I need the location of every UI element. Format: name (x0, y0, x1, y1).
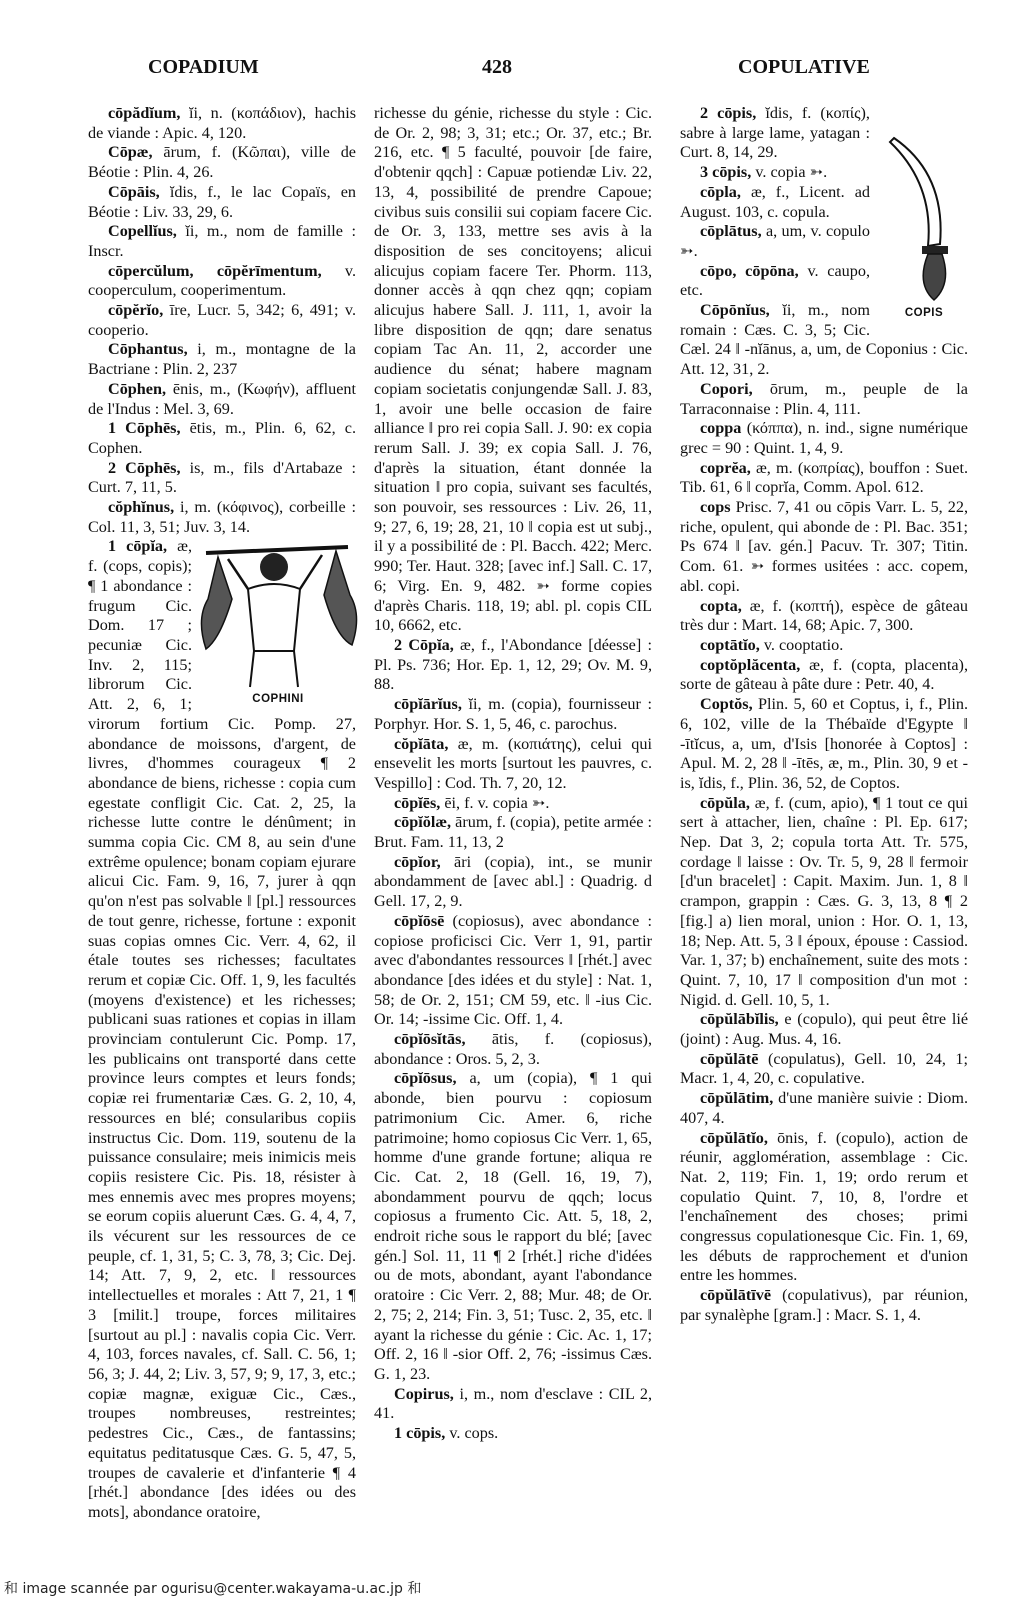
dictionary-entry (374, 636, 652, 695)
dictionary-entry (680, 1050, 968, 1089)
headword: cōpĭārĭus, (394, 695, 462, 714)
definition: v. cooptatio. (759, 635, 844, 654)
headword: 2 Cōphēs, (108, 458, 181, 477)
headword: 1 Cōphēs, (108, 419, 181, 438)
headword: cōpŭla, (700, 793, 750, 812)
dictionary-entry (88, 183, 356, 222)
dictionary-entry (374, 1385, 652, 1424)
headword: cŏpĭāta, (394, 734, 449, 753)
headword: cōpĕrĭo, (108, 301, 164, 320)
headword: Copori, (700, 379, 753, 398)
definition: ĭdis, f., le lac Copaïs, en Béotie : Liv. 33, 29, 6. (88, 182, 356, 221)
headword: cōpĭōsē (394, 911, 445, 930)
page-header (0, 56, 1024, 86)
definition: ōnis, f. (copulo), action de réunir, agglomération, assemblage : Cic. Nat. 2, 119; Fin. 1, 19; ordo rerum et copulatio Quint. 7, 10, 8, l'ordre et l'enchaînement des choses; primi congressus copulationesque Cic. Fin. 1, 69, les débuts de rapprochement et d'union entre les hommes. (680, 1128, 968, 1285)
dictionary-entry (88, 262, 356, 301)
headword: cōpla, (700, 182, 741, 201)
definition: īre, Lucr. 5, 342; 6, 491; v. cooperio. (88, 301, 356, 339)
definition: d'une manière suivie : Diom. 407, 4. (680, 1089, 968, 1127)
definition: æ, f. (cum, apio), ¶ 1 tout ce qui sert à attacher, lien, chaîne : Pl. Ep. 617; Nep. Dat 3, 2; copula torta Att. Tr. 575, cordage ‖ laisse : Ov. Tr. 5, 9, 28 ‖ fermoir [d'un bracelet] : Capit. Maxim. Jun. 1, 8 ‖ crampon, grappin : Cæs. G. 3, 13, 8 ¶ 2 [fig.] a) lien moral, union : Hor. O. 1, 13, 18; Nep. Att. 5, 3 ‖ époux, épouse : Cassiod. Var. 1, 37; b) enchaînement, suite des mots : Quint. 7, 10, 17 ‖ composition d'un mot : Nigid. d. Gell. 10, 5, 1. (680, 793, 968, 1009)
headword: cops (700, 498, 731, 517)
copis-illustration (876, 134, 972, 324)
definition: (copiosus), avec abondance : copiose proficisci Cic. Verr 1, 91, partir avec d'abondantes ressources ‖ [rhét.] avec abondance [des idées et du style] : Nat. 1, 58; de Or. 2, 151; CM 59, etc. ‖ -ius Cic. Or. 14; -issime Cic. Off. 1, 4. (374, 911, 652, 1029)
definition: ēnis, m., (Κωφήν), affluent de l'Indus : Mel. 3, 69. (88, 379, 356, 418)
definition: ārum, f. (Κῶπαι), ville de Béotie : Plin. 4, 26. (88, 143, 356, 182)
definition: ĭi, m., nom de famille : Inscr. (88, 222, 356, 260)
dictionary-entry (88, 380, 356, 419)
definition: a, um (copia), ¶ 1 qui abonde, bien pourvu : copiosum patrimonium Cic. Amer. 6, riche patrimoine; homo copiosus Cic Verr. 1, 65, homme d'une grande fortune; aliqua re Cic. Cat. 2, 18 (Gell. 16, 19, 7), abondamment pourvu de qqch; locus copiosus a frumento Cic. Att. 5, 18, 2, endroit riche sous le rapport du blé; [avec gén.] Sol. 11, 11 ¶ 2 [rhét.] riche d'idées ou de mots, abondant, ayant l'abondance oratoire : Cic Verr. 2, 88; Mur. 48; de Or. 2, 75; 2, 214; Fin. 3, 51; Tusc. 2, 35, etc. ‖ ayant la richesse du génie : Cic. Ac. 1, 17; Off. 2, 16 ‖ -sior Off. 2, 76; -issimus Cæs. G. 1, 23. (374, 1069, 653, 1383)
running-head-right: COPULATIVE (738, 56, 870, 78)
definition: ēi, f. v. copia ➳. (440, 793, 550, 812)
definition: Prisc. 7, 41 ou cōpis Varr. L. 5, 22, riche, opulent, qui abonde de : Pl. Bac. 351; Ps 674 ‖ [av. gén.] Pacuv. Tr. 307; Titin. Com. 61. ➳ formes usitées : acc. copem, abl. copi. (680, 498, 968, 595)
definition: ātis, f. (copiosus), abondance : Oros. 5, 2, 3. (374, 1030, 652, 1068)
definition: v. copia ➳. (751, 163, 828, 182)
headword: Copirus, (394, 1384, 454, 1403)
dictionary-entry (680, 419, 968, 458)
copis-caption: COPIS (904, 307, 944, 320)
dictionary-entry (88, 143, 356, 182)
column-3 (680, 104, 968, 1326)
headword: Cōphantus, (108, 340, 188, 359)
cophini-figure-icon (198, 539, 358, 689)
dictionary-entry (374, 695, 652, 734)
headword: cōpĭor, (394, 852, 441, 871)
dictionary-entry (88, 340, 356, 379)
headword: cōpo, cōpōna, (700, 261, 799, 280)
cophini-caption: COPHINI (252, 692, 304, 705)
dictionary-entry (680, 1089, 968, 1128)
definition: v. cooperculum, cooperimentum. (88, 261, 357, 300)
definition: ĭi, m., nom romain : Cæs. C. 3, 5; Cic. Cæl. 24 ‖ -nĭānus, a, um, de Coponius : Cic. Att. 12, 31, 2. (680, 301, 968, 379)
definition: æ, f. (κοπτή), espèce de gâteau très dur : Mart. 14, 68; Apic. 7, 300. (680, 596, 968, 635)
definition: (copulativus), par réunion, par synalèphe [gram.] : Macr. S. 1, 4. (680, 1286, 968, 1324)
headword: cōpŭlātīvē (700, 1286, 772, 1305)
definition: (copulatus), Gell. 10, 24, 1; Macr. 1, 4, 20, c. copulative. (680, 1049, 968, 1088)
dictionary-entry (374, 1424, 652, 1444)
dictionary-entry (680, 1010, 968, 1049)
definition: richesse du génie, richesse du style : Cic. de Or. 2, 98; 3, 31; etc.; Or. 37, etc.; Br. 216, etc. ¶ 5 faculté, pouvoir [de faire, d'obtenir qqch] : Capuæ potiendæ Liv. 22, 13, 4, possibilité de prendre Capoue; civibus suis consilii sui copiam facere Cic. de Or. 3, 133, mettre ses avis à la disposition de ses concitoyens; alicui alicujus copiam facere Ter. Phorm. 113, donner accès à qqn chez qqn; copiam alicujus habere Sall. J. 111, 1, avoir la libre disposition de qqn; dare senatus copiam Tac An. 11, 2, accorder une audience du sénat; habere magnam copiam societatis conjungendæ Sall. J. 83, 1, avoir une belle occasion de faire alliance ‖ pro rei copia Sall. J. 90: ex copia rerum Sall. J. 39; ex copia Sall. J. 76, d'après la situation, étant donnée la situation ‖ pro copia, suivant ses facultés, son pouvoir, ses ressources : Liv. 26, 11, 9; 27, 6, 19; 28, 21, 10 ‖ copia est ut subj., il y a possibilité de : Pl. Bacch. 422; Merc. 990; Ter. Haut. 328; [avec inf.] Sall. C. 17, 6; Virg. En. 9, 482. ➳ forme copies d'après Charis. 118, 19; abl. pl. copis CIL 10, 6662, etc. (374, 104, 652, 635)
dictionary-entry (88, 301, 356, 340)
definition: æ, f. (cops, copis); ¶ 1 abondance : frugum Cic. Dom. 17 ; pecuniæ Cic. Inv. 2, 115; librorum Cic. Att. 2, 6, 1; virorum fortium Cic. Pomp. 27, abondance de moissons, d'argent, de livres, d'hommes courageux ¶ 2 abondance de biens, richesse : copia cum egestate confligit Cic. Cat. 2, 25, la richesse lutte contre le dénûment; in summa copia Cic. CM 8, au sein d'une extrême opulence; bonam copiam ejurare alicui Cic. Fam. 9, 16, 7, jurer à qqn qu'on n'est pas solvable ‖ [pl.] ressources de tout genre, richesse, fortune : exponit suas copias omnes Cic. Verr. 4, 62, il étale toutes ses richesses; facultates rerum et copiæ Cic. Off. 1, 9, les facultés (moyens d'existence) et les richesses; publicani suas rationes et copias in illam provinciam contulerunt Cic. Pomp. 17, les publicains ont transporté dans cette province leurs comptes et leurs fonds; copiæ rei frumentariæ Cæs. G. 2, 10, 4, ressources en blé; consularibus copiis instructus Cic. Dom. 119, soutenu de la puissance consulaire; meis inimicis meis copiis resistere Cic. Pis. 18, résister à mes ennemis avec mes propres moyens; se eorum copiis aluerunt Cæs. G. 4, 4, 7, ils vécurent sur les ressources de ce peuple, cf. 1, 31, 5; C. 3, 78, 3; Cic. Dej. 14; Att. 7, 9, 2, etc. ‖ ressources intellectuelles et morales : Att 7, 21, 1 ¶ 3 [milit.] troupe, forces militaires [surtout au pl.] : navalis copia Cic. Verr. 4, 103, forces navales, cf. Sall. C. 56, 1; 56, 3; J. 44, 2; Liv. 3, 57, 9; 9, 17, 3, etc.; copiæ magnæ, exiguæ Cic., Cæs., troupes nombreuses, restreintes; pedestres Cic., Cæs., de fantassins; equitatus peditatusque Cæs. G. 5, 47, 5, troupes de cavalerie et d'infanterie ¶ 4 [rhét.] abondance [des idées ou des mots], abondance oratoire, (88, 537, 356, 1521)
column-2 (374, 104, 652, 1444)
dictionary-entry (374, 813, 652, 852)
dictionary-entry (680, 1286, 968, 1325)
headword: Cōpæ, (108, 143, 153, 162)
definition: ĭi, n. (κοπάδιον), hachis de viande : Apic. 4, 120. (88, 104, 356, 142)
copis-sabre-icon (876, 134, 972, 304)
headword: 2 Cōpĭa, (394, 635, 454, 654)
dictionary-entry (680, 794, 968, 1011)
definition: āri (copia), int., se munir abondamment de [avec abl.] : Quadrig. d Gell. 17, 2, 9. (374, 852, 652, 911)
definition: i, m., nom d'esclave : CIL 2, 41. (374, 1384, 652, 1423)
definition: (κόππα), n. ind., signe numérique grec = 90 : Quint. 1, 4, 9. (680, 419, 968, 457)
headword: Cōpōnĭus, (700, 301, 770, 320)
headword: cōpĭŏlæ, (394, 813, 452, 832)
headword: Copellĭus, (108, 222, 177, 241)
headword: Cōphen, (108, 379, 167, 398)
dictionary-entry (374, 912, 652, 1030)
dictionary-entry (680, 380, 968, 419)
dictionary-entry (88, 419, 356, 458)
definition: æ, f. (copta, placenta), sorte de gâteau à pâte dure : Petr. 40, 4. (680, 655, 968, 694)
headword: cōplātus, (700, 222, 762, 241)
scan-credit: 和 image scannée par ogurisu@center.wakayama-u.ac.jp 和 (4, 1581, 422, 1597)
dictionary-entry (88, 222, 356, 261)
headword: cōpĭēs, (394, 793, 441, 812)
headword: cōpĭōsus, (394, 1069, 457, 1088)
dictionary-entry (374, 104, 652, 636)
running-head-left: COPADIUM (148, 56, 259, 78)
headword: cōpŭlātĭo, (700, 1128, 768, 1147)
headword: 1 cōpĭa, (108, 537, 168, 556)
headword: Coptŏs, (700, 695, 753, 714)
headword: cōpercŭlum, cōpĕrīmentum, (108, 261, 322, 280)
headword: cōpŭlābĭlis, (700, 1010, 779, 1029)
definition: a, um, v. copulo ➳. (680, 222, 870, 260)
headword: coptātĭo, (700, 635, 760, 654)
cophini-illustration (198, 539, 358, 709)
definition: v. caupo, etc. (680, 261, 870, 300)
headword: cŏphĭnus, (108, 498, 175, 517)
dictionary-entry (374, 794, 652, 814)
dictionary-entry (374, 1030, 652, 1069)
headword: cōpŭlātim, (700, 1089, 774, 1108)
dictionary-entry (374, 853, 652, 912)
page-number: 428 (482, 56, 512, 78)
definition: æ, m. (κοπρίας), bouffon : Suet. Tib. 61, 6 ‖ coprĭa, Comm. Apol. 612. (680, 458, 968, 497)
definition: v. cops. (445, 1424, 499, 1443)
dictionary-entry (88, 104, 356, 143)
definition: is, m., fils d'Artabaze : Curt. 7, 11, 5. (88, 458, 356, 497)
dictionary-entry (680, 695, 968, 794)
dictionary-entry (680, 459, 968, 498)
definition: ētis, m., Plin. 6, 62, c. Cophen. (88, 419, 356, 457)
definition: ārum, f. (copia), petite armée : Brut. Fam. 11, 13, 2 (374, 813, 653, 852)
dictionary-entry (680, 636, 968, 656)
definition: i, m. (κόφινος), corbeille : Col. 11, 3, 51; Juv. 3, 14. (88, 498, 356, 536)
headword: coptŏplăcenta, (700, 655, 801, 674)
headword: cōpădĭum, (108, 104, 181, 122)
dictionary-entry (680, 656, 968, 695)
definition: ĭdis, f. (κοπίς), sabre à large lame, yatagan : Curt. 8, 14, 29. (680, 104, 870, 162)
headword: 2 cōpis, (700, 104, 757, 122)
dictionary-entry (374, 1069, 652, 1384)
headword: cōpŭlātē (700, 1049, 759, 1068)
definition: æ, f., Licent. ad August. 103, c. copula. (680, 182, 870, 221)
dictionary-entry (88, 498, 356, 537)
dictionary-entry (88, 459, 356, 498)
definition: i, m., montagne de la Bactriane : Plin. 2, 237 (88, 340, 356, 379)
headword: 1 cōpis, (394, 1424, 446, 1443)
dictionary-entry (680, 1129, 968, 1287)
definition: æ, f., l'Abondance [déesse] : Pl. Ps. 736; Hor. Ep. 1, 12, 29; Ov. M. 9, 88. (374, 635, 652, 694)
definition: ĭi, m. (copia), fournisseur : Porphyr. Hor. S. 1, 5, 46, c. parochus. (374, 695, 652, 733)
dictionary-entry (374, 735, 652, 794)
headword: Cōpāis, (108, 182, 160, 201)
column-1 (88, 104, 356, 1523)
definition: ōrum, m., peuple de la Tarraconnaise : Plin. 4, 111. (680, 379, 968, 418)
headword: copta, (700, 596, 742, 615)
definition: e (copulo), qui peut être lié (joint) : Aug. Mus. 4, 16. (680, 1010, 968, 1049)
headword: 3 cōpis, (700, 163, 752, 182)
headword: coprĕa, (700, 458, 751, 477)
headword: cōpĭōsĭtās, (394, 1030, 466, 1049)
definition: Plin. 5, 60 et Coptus, i, f., Plin. 6, 102, ville de la Thébaïde d'Egypte ‖ -ītĭcus, a, um, d'Isis [honorée à Coptos] : Apul. M. 2, 28 ‖ -ītēs, æ, m., Plin. 30, 9 et -is, ĭdis, f., Plin. 36, 52, de Coptos. (680, 695, 968, 792)
definition: æ, m. (κοπιάτης), celui qui ensevelit les morts [surtout les pauvres, c. Vespillo] : Cod. Th. 7, 20, 12. (374, 734, 652, 792)
headword: coppa (700, 419, 742, 438)
dictionary-entry (680, 498, 968, 597)
dictionary-entry (680, 597, 968, 636)
